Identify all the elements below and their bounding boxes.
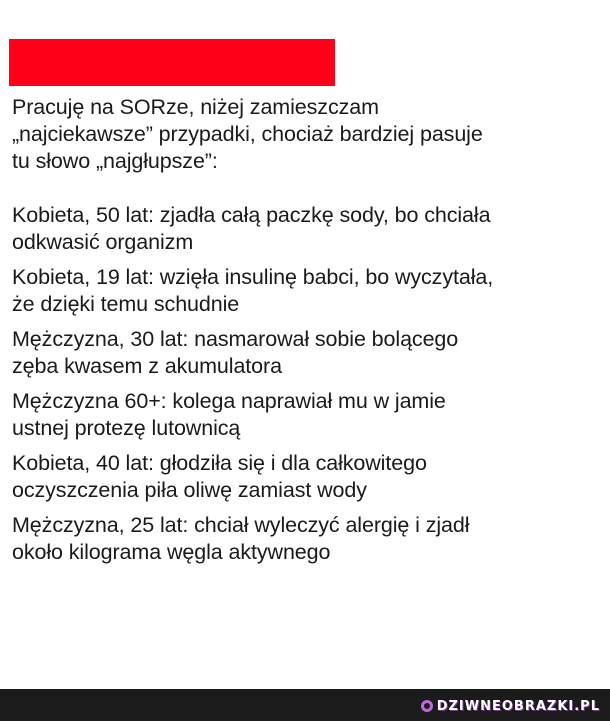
- case-item: Kobieta, 40 lat: głodziła się i dla całkowitego oczyszczenia piła oliwę zamiast wody: [12, 451, 427, 502]
- logo-badge-icon: [421, 700, 433, 712]
- case-item: Mężczyzna, 25 lat: chciał wyleczyć alergię i zjadł około kilograma węgla aktywnego: [12, 513, 470, 564]
- case-item: Kobieta, 19 lat: wzięła insulinę babci, bo wyczytała, że dzięki temu schudnie: [12, 265, 494, 316]
- redaction-bar: [9, 39, 335, 86]
- logo-text: DZIWNEOBRAZKI.PL: [436, 698, 600, 714]
- site-logo[interactable]: [421, 697, 600, 715]
- case-item: Mężczyzna 60+: kolega naprawiał mu w jamie ustnej protezę lutownicą: [12, 389, 446, 440]
- post-content: [12, 94, 602, 574]
- case-item: Kobieta, 50 lat: zjadła całą paczkę sody, bo chciała odkwasić organizm: [12, 203, 491, 254]
- post-intro: Pracuję na SORze, niżej zamieszczam „najciekawsze” przypadki, chociaż bardziej pasuje tu słowo „najgłupsze”:: [12, 95, 483, 173]
- case-item: Mężczyzna, 30 lat: nasmarował sobie bolącego zęba kwasem z akumulatora: [12, 327, 459, 378]
- footer-bar: [0, 689, 610, 721]
